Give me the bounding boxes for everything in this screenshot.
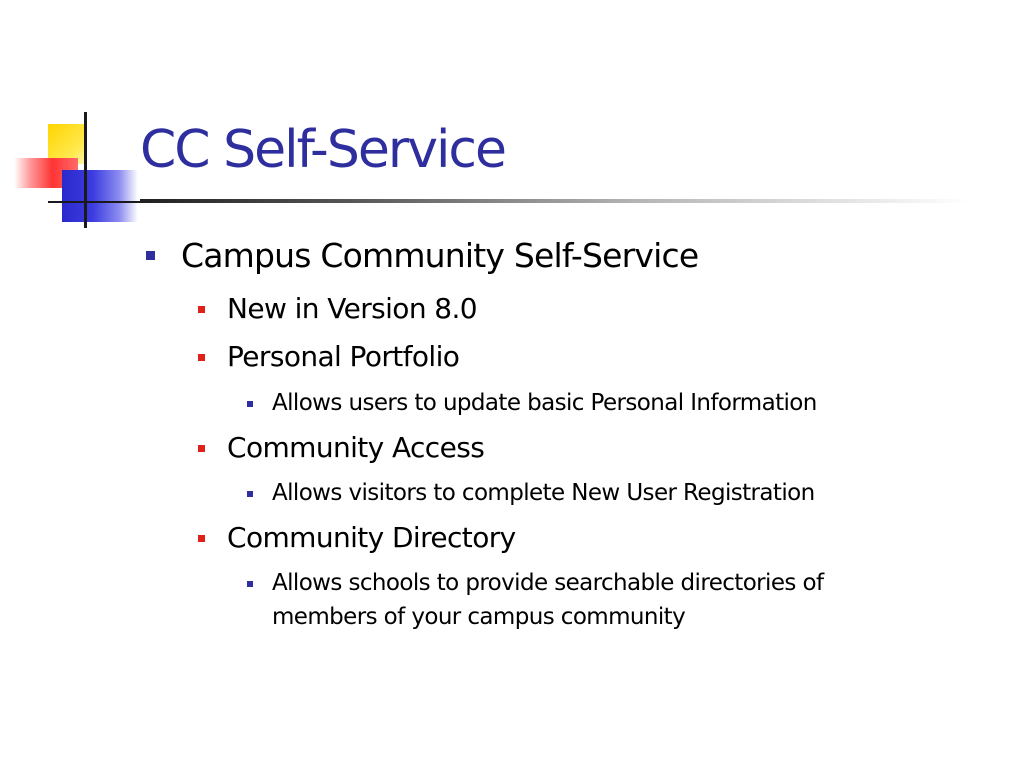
bullet-item xyxy=(272,566,922,634)
bullet-text: Allows users to update basic Personal Information xyxy=(272,390,817,416)
square-bullet-icon xyxy=(198,306,205,313)
bullet-text: Community Directory xyxy=(227,521,516,554)
bullet-item xyxy=(272,386,817,420)
bullet-item xyxy=(272,476,815,510)
bullet-text: Community Access xyxy=(227,431,485,464)
bullet-item xyxy=(181,236,698,275)
bullet-text: Personal Portfolio xyxy=(227,340,460,373)
bullet-item xyxy=(227,521,516,554)
bullet-text: Allows visitors to complete New User Registration xyxy=(272,480,815,506)
square-bullet-icon xyxy=(247,491,253,497)
bullet-text: New in Version 8.0 xyxy=(227,292,477,325)
square-bullet-icon xyxy=(198,354,205,361)
slide-title: CC Self-Service xyxy=(140,120,506,180)
bullet-item xyxy=(227,431,484,464)
square-bullet-icon xyxy=(146,251,155,260)
bullet-item xyxy=(227,340,459,373)
square-bullet-icon xyxy=(247,581,253,587)
square-bullet-icon xyxy=(198,535,205,542)
bullet-item xyxy=(227,292,477,325)
square-bullet-icon xyxy=(198,445,205,452)
square-bullet-icon xyxy=(247,401,253,407)
bullet-text: Campus Community Self-Service xyxy=(181,236,699,275)
bullet-text: Allows schools to provide searchable directories of members of your campus community xyxy=(272,570,824,630)
